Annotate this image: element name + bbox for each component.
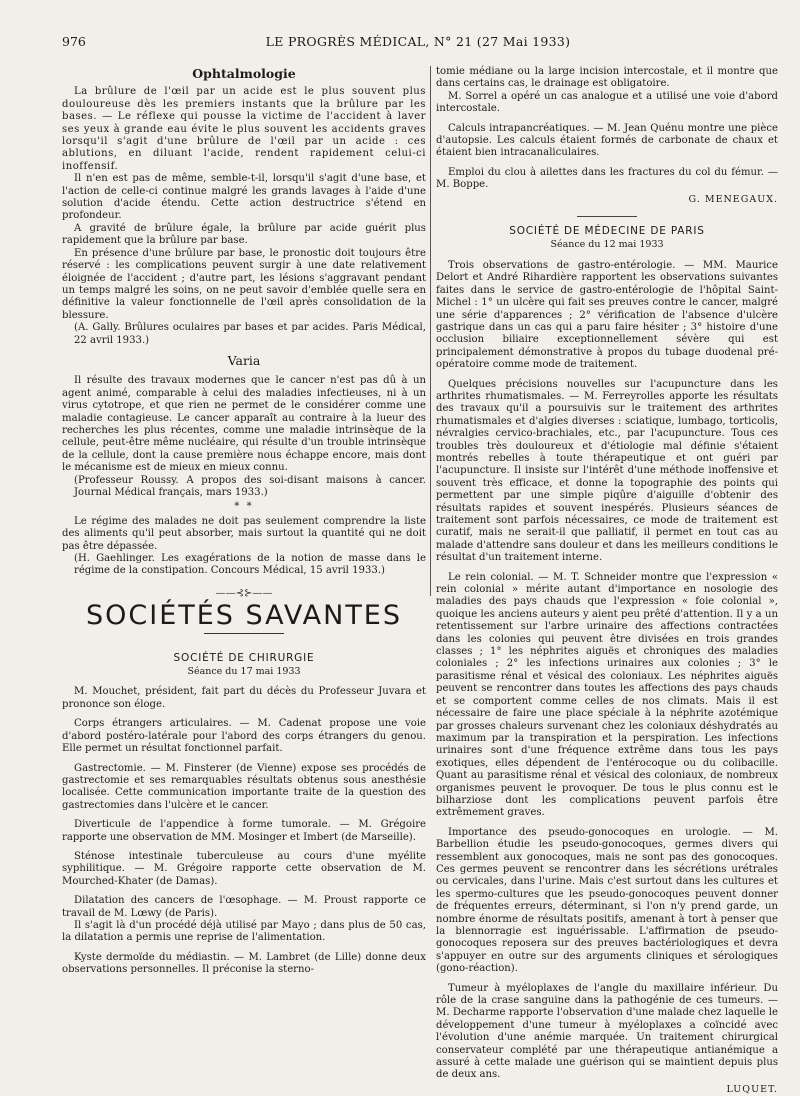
paragraph: La brûlure de l'œil par un acide est le plus souvent plus douloureuse dès les premiers instants que la brûlure par les bases. — Le réflexe qui pousse la victime de l'accident à laver ses yeux à grande eau évite le plus souvent les accidents graves lorsqu'il s'agit d'une brûlure de l'œil par un acide : ces ablutions, en diluant l'acide, rendent rapidement celui-ci inoffensif. bbox=[62, 86, 426, 172]
section-title-varia: Varia bbox=[227, 352, 261, 368]
paragraph: Il résulte des travaux modernes que le cancer n'est pas dû à un agent animé, comparable à celui des maladies infectieuses, ni à un virus cytotrope, et que rien ne permet de le considérer comme une maladie contagieuse. Le cancer apparaît au contraire à la lueur des recherches les plus récentes, comme une maladie intrinsèque de la cellule, peut-être même nucléaire, qui résulte d'un trouble intrinsèque de la cellule, dont la cause première nous échappe encore, mais dont le mécanisme est de mieux en mieux connu. bbox=[62, 375, 426, 474]
societes-savantes-title: SOCIÉTÉS SAVANTES bbox=[85, 600, 403, 632]
reference: (H. Gaehlinger. Les exagérations de la notion de masse dans le régime de la constipation. Concours Médical, 15 avril 1933.) bbox=[74, 553, 426, 577]
article: Le rein colonial. — M. T. Schneider montre que l'expression « rein colonial » mérite autant d'importance en nosologie des maladies des pays chauds que l'expression « foie colonial », quoique les anciens auteurs y aient peu prêté d'attention. Il y a un retentissement sur l'arbre urinaire des affections contractées dans les colonies qui peuvent être divisées en trois grandes classes ; 1° les néphrites aiguës et chroniques des maladies coloniales ; 2° les infections urinaires aux colonies ; 3° le parasitisme rénal et vésical des coloniaux. Les néphrites aiguës peuvent se rencontrer dans toutes les affections des pays chauds et se comportent comme celles de nos climats. Mais il est nécessaire de faire une place spéciale à la néphrite azotémique par grosses chaleurs survenant chez les coloniaux déshydratés au maximum par la transpiration et la perspiration. Les infections urinaires sont d'une fréquence extrême dans tous les pays exotiques, elles dépendent de l'entérocoque ou du colibacille. Quant au parasitisme rénal et vésical des coloniaux, de nombreux organismes peuvent le provoquer. De tous le plus connu est le bilharziose dont les complications peuvent parfois être extrêmement graves. bbox=[436, 571, 778, 819]
section-rule bbox=[577, 216, 637, 217]
title-rule bbox=[204, 633, 284, 634]
paragraph: Le régime des malades ne doit pas seulement comprendre la liste des aliments qu'il peut absorber, mais surtout la quantité qui ne doit pas être dépassée. bbox=[62, 515, 426, 552]
paragraph: M. Sorrel a opéré un cas analogue et a utilisé une voie d'abord intercostale. bbox=[436, 90, 778, 115]
article: Trois observations de gastro-entérologie. — MM. Maurice Delort et André Rihardière rapportent les observations suivantes faites dans le service de gastro-entérologie de l'hôpital Saint-Michel : 1° un ulcère qui fait ses preuves contre le cancer, malgré une série d'apparences ; 2° vérification de l'absence d'ulcère gastrique dans un cas qui a paru faire hésiter ; 3° histoire d'une occlusion biliaire exceptionnellement sévère qui est principalement démonstrative à propos du tubage duodenal pré-opératoire comme mode de traitement. bbox=[436, 259, 778, 371]
left-column bbox=[62, 66, 426, 977]
article: Corps étrangers articulaires. — M. Cadenat propose une voie d'abord postéro-latérale pour l'abord des corps étrangers du genou. Elle permet un résultat fonctionnel parfait. bbox=[62, 718, 426, 755]
signature: G. MENEGAUX. bbox=[688, 193, 778, 205]
seance-date: Séance du 17 mai 1933 bbox=[187, 666, 301, 678]
article: Calculs intrapancréatiques. — M. Jean Quénu montre une pièce d'autopsie. Les calculs étaient formés de carbonate de chaux et étaient bien intracanaliculaires. bbox=[436, 122, 778, 159]
page-number: 976 bbox=[62, 34, 86, 49]
page-header bbox=[62, 34, 774, 56]
separator-stars: * * bbox=[234, 501, 254, 513]
section-title-ophtalmologie: Ophtalmologie bbox=[192, 66, 296, 81]
right-column bbox=[436, 66, 778, 1096]
article: Quelques précisions nouvelles sur l'acupuncture dans les arthrites rhumatismales. — M. Ferreyrolles apporte les résultats des travaux qu'il a poursuivis sur le traitement des arthrites rhumatismales et d'algies diverses : sciatique, lumbago, torticolis, névralgies cervico-brachiales, etc., par l'acupuncture. Tous ces troubles très douloureux et d'étiologie mal définie s'étaient montrés rebelles à toute thérapeutique et ont guéri par l'acupuncture. Il insiste sur l'intérêt d'une méthode inoffensive et souvent très efficace, et donne la topographie des points qui permettent par une simple piqûre d'aiguille d'obtenir des résultats rapides et souvent inespérés. Plusieurs séances de traitement sont parfois nécessaires, ce mode de traitement est curatif, mais ne serait-il que palliatif, il permet en tout cas au malade d'attendre sans douleur et dans les meilleurs conditions le résultat d'un traitement interne. bbox=[436, 378, 778, 564]
article: Diverticule de l'appendice à forme tumorale. — M. Grégoire rapporte une observation de MM. Mosinger et Imbert (de Marseille). bbox=[62, 819, 426, 843]
society-title-chirurgie: SOCIÉTÉ DE CHIRURGIE bbox=[173, 651, 315, 664]
reference: (Professeur Roussy. A propos des soi-disant maisons à cancer. Journal Médical français, mars 1933.) bbox=[74, 474, 426, 498]
paragraph: tomie médiane ou la large incision intercostale, et il montre que dans certains cas, le drainage est obligatoire. bbox=[436, 66, 778, 90]
article: Emploi du clou à ailettes dans les fractures du col du fémur. — M. Boppe. bbox=[436, 166, 778, 191]
article: Kyste dermoïde du médiastin. — M. Lambret (de Lille) donne deux observations personnelles. Il préconise la sterno- bbox=[62, 951, 426, 976]
signature: LUQUET. bbox=[726, 1083, 778, 1095]
article: Sténose intestinale tuberculeuse au cours d'une myélite syphilitique. — M. Grégoire rapporte cette observation de M. Mourched-Khater (de Damas). bbox=[62, 850, 426, 887]
paragraph: En présence d'une brûlure par base, le pronostic doit toujours être réservé : les complications peuvent surgir à une date relativement éloignée de l'accident ; d'autre part, les lésions s'aggravant pendant un temps malgré les soins, on ne peut savoir d'emblée quelle sera en définitive la valeur fonctionnelle de l'œil après consolidation de la blessure. bbox=[62, 247, 426, 321]
ornament-divider: ——⊰⊱—— bbox=[215, 587, 273, 599]
paragraph: A gravité de brûlure égale, la brûlure par acide guérit plus rapidement que la brûlure par base. bbox=[62, 222, 426, 247]
column-divider bbox=[430, 66, 431, 596]
paragraph: M. Mouchet, président, fait part du décès du Professeur Juvara et prononce son éloge. bbox=[62, 686, 426, 710]
article: Importance des pseudo-gonocoques en urologie. — M. Barbellion étudie les pseudo-gonocoques, germes divers qui ressemblent aux gonocoques, mais ne sont pas des gonocoques. Ces germes peuvent se rencontrer dans les sécrétions urétrales ou cervicales, dans l'urine. Mais c'est surtout dans les cultures et les spermo-cultures que les pseudo-gonocoques peuvent donner de fréquentes erreurs, déterminant, si l'on n'y prend garde, un nombre énorme de résultats positifs, amenant à tort à penser que la blennorragie est inguérissable. L'affirmation de pseudo-gonocoques reposera sur des preuves bactériologiques et devra s'appuyer en outre sur des arguments cliniques et sérologiques (gono-réaction). bbox=[436, 826, 778, 975]
seance-date: Séance du 12 mai 1933 bbox=[550, 239, 664, 251]
paragraph: Il n'en est pas de même, semble-t-il, lorsqu'il s'agit d'une base, et l'action de celle-ci continue malgré les grands lavages à l'aide d'une solution d'acide étendu. Cette action destructrice s'étend en profondeur. bbox=[62, 173, 426, 222]
society-title-medecine: SOCIÉTÉ DE MÉDECINE DE PARIS bbox=[509, 225, 705, 238]
paragraph: Il s'agit là d'un procédé déjà utilisé par Mayo ; dans plus de 50 cas, la dilatation a permis une reprise de l'alimentation. bbox=[62, 919, 426, 944]
article: Gastrectomie. — M. Finsterer (de Vienne) expose ses procédés de gastrectomie et ses remarquables résultats obtenus sous anesthésie localisée. Cette communication importante traite de la question des gastrectomies dans l'ulcère et le cancer. bbox=[62, 762, 426, 811]
reference: (A. Gally. Brûlures oculaires par bases et par acides. Paris Médical, 22 avril 1933.) bbox=[74, 322, 426, 346]
article: Tumeur à myéloplaxes de l'angle du maxillaire inférieur. Du rôle de la crase sanguine dans la pathogénie de ces tumeurs. — M. Decharme rapporte l'observation d'une malade chez laquelle le développement d'une tumeur à myéloplaxes a coïncidé avec l'évolution d'une anémie marquée. Un traitement chirurgical conservateur complété par une thérapeutique antianémique a assuré à cette malade une guérison qui se maintient depuis plus de deux ans. bbox=[436, 982, 778, 1081]
running-title: LE PROGRÈS MÉDICAL, N° 21 (27 Mai 1933) bbox=[265, 34, 571, 49]
article: Dilatation des cancers de l'œsophage. — M. Proust rapporte ce travail de M. Lœwy (de Paris). bbox=[62, 895, 426, 919]
